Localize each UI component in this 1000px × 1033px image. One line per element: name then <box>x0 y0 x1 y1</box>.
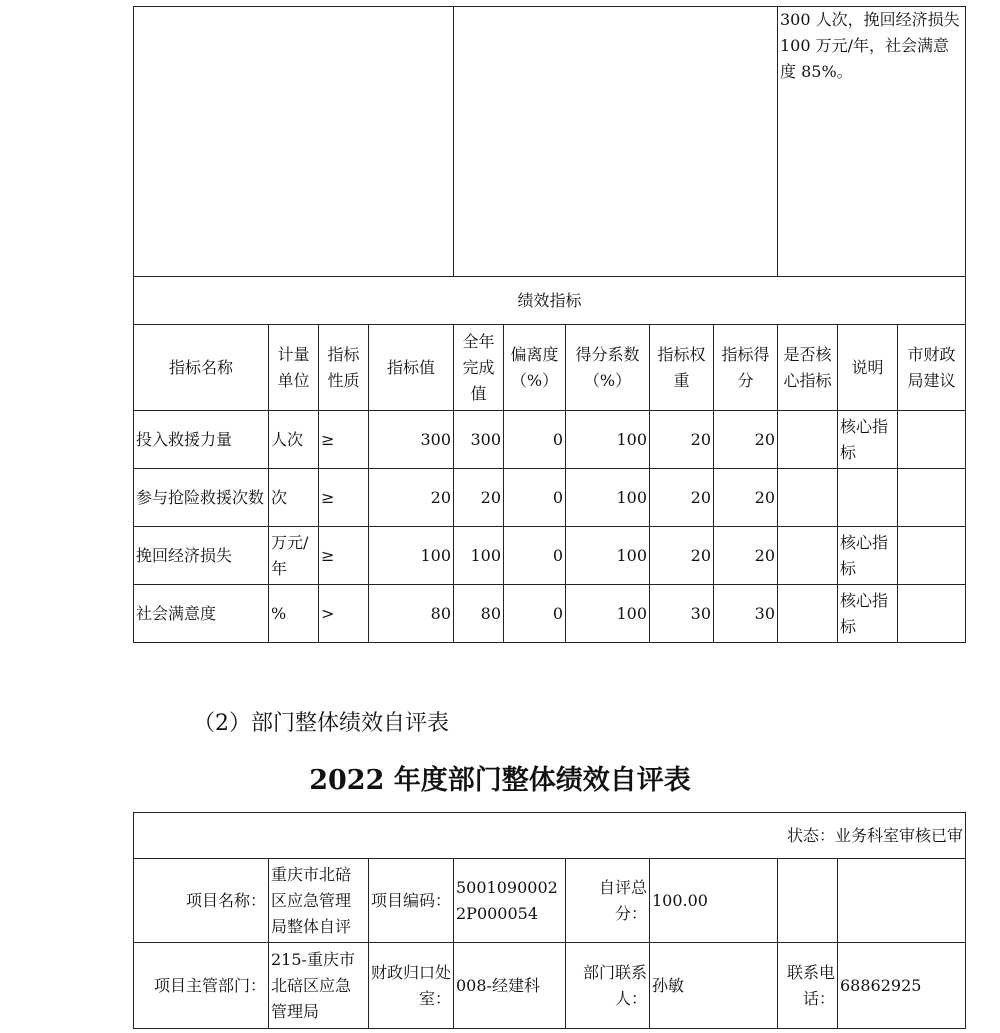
blank-cell <box>134 7 454 277</box>
indicator-deviation: 0 <box>504 527 566 585</box>
table-row <box>134 585 966 643</box>
indicator-nature: ≥ <box>319 527 369 585</box>
indicator-core <box>778 411 838 469</box>
header-cell: 说明 <box>838 325 898 411</box>
indicator-actual: 300 <box>454 411 504 469</box>
table-row <box>134 469 966 527</box>
phone-value: 68862925 <box>838 943 966 1029</box>
indicator-coef: 100 <box>566 469 650 527</box>
indicator-actual: 80 <box>454 585 504 643</box>
indicator-unit: 万元/年 <box>269 527 319 585</box>
indicator-target: 300 <box>369 411 454 469</box>
indicator-name: 挽回经济损失 <box>134 527 269 585</box>
indicator-actual: 20 <box>454 469 504 527</box>
indicator-weight: 30 <box>650 585 714 643</box>
indicator-deviation: 0 <box>504 411 566 469</box>
indicator-score: 30 <box>714 585 778 643</box>
indicator-note <box>838 469 898 527</box>
project-name-label: 项目名称： <box>134 859 269 943</box>
indicator-core <box>778 469 838 527</box>
blank-cell <box>454 7 778 277</box>
indicator-unit: 次 <box>269 469 319 527</box>
indicator-name: 参与抢险救援次数 <box>134 469 269 527</box>
header-cell: 得分系数（%） <box>566 325 650 411</box>
project-code-label: 项目编码： <box>369 859 454 943</box>
header-cell: 指标性质 <box>319 325 369 411</box>
indicator-core <box>778 527 838 585</box>
indicator-deviation: 0 <box>504 469 566 527</box>
project-name-value: 重庆市北碚区应急管理局整体自评 <box>269 859 369 943</box>
indicator-suggest <box>898 527 966 585</box>
document-title: 2022 年度部门整体绩效自评表 <box>309 765 691 796</box>
blank-cell <box>838 859 966 943</box>
contact-value: 孙敏 <box>650 943 778 1029</box>
total-score-label: 自评总分： <box>566 859 650 943</box>
header-cell: 指标名称 <box>134 325 269 411</box>
indicator-nature: > <box>319 585 369 643</box>
phone-label: 联系电话： <box>778 943 838 1029</box>
indicator-core <box>778 585 838 643</box>
blank-cell <box>778 859 838 943</box>
indicator-actual: 100 <box>454 527 504 585</box>
indicator-name: 投入救援力量 <box>134 411 269 469</box>
dept-label: 项目主管部门： <box>134 943 269 1029</box>
header-cell: 偏离度（%） <box>504 325 566 411</box>
indicator-weight: 20 <box>650 527 714 585</box>
project-code-value: 50010900022P000054 <box>454 859 566 943</box>
indicator-score: 20 <box>714 411 778 469</box>
indicator-target: 100 <box>369 527 454 585</box>
performance-indicator-table <box>133 6 966 643</box>
indicator-coef: 100 <box>566 585 650 643</box>
table-row <box>134 411 966 469</box>
indicator-nature: ≥ <box>319 469 369 527</box>
indicator-deviation: 0 <box>504 585 566 643</box>
indicator-suggest <box>898 585 966 643</box>
indicator-weight: 20 <box>650 411 714 469</box>
finance-office-label: 财政归口处室： <box>369 943 454 1029</box>
description-cell: 300 人次，挽回经济损失 100 万元/年，社会满意度 85%。 <box>778 7 966 277</box>
dept-self-evaluation-table <box>133 812 966 1029</box>
header-cell: 是否核心指标 <box>778 325 838 411</box>
table-header-row <box>134 325 966 411</box>
indicator-note: 核心指标 <box>838 585 898 643</box>
status-text: 状态：业务科室审核已审 <box>134 813 966 859</box>
header-cell: 计量单位 <box>269 325 319 411</box>
total-score-value: 100.00 <box>650 859 778 943</box>
indicator-score: 20 <box>714 527 778 585</box>
indicator-weight: 20 <box>650 469 714 527</box>
indicator-note: 核心指标 <box>838 527 898 585</box>
table-row <box>134 527 966 585</box>
indicator-unit: % <box>269 585 319 643</box>
header-cell: 指标值 <box>369 325 454 411</box>
indicator-note: 核心指标 <box>838 411 898 469</box>
contact-label: 部门联系人： <box>566 943 650 1029</box>
header-cell: 指标权重 <box>650 325 714 411</box>
indicator-target: 20 <box>369 469 454 527</box>
indicator-nature: ≥ <box>319 411 369 469</box>
section-heading: （2）部门整体绩效自评表 <box>193 711 449 736</box>
indicator-score: 20 <box>714 469 778 527</box>
header-cell: 市财政局建议 <box>898 325 966 411</box>
finance-office-value: 008-经建科 <box>454 943 566 1029</box>
indicator-coef: 100 <box>566 527 650 585</box>
dept-value: 215-重庆市北碚区应急管理局 <box>269 943 369 1029</box>
indicator-suggest <box>898 469 966 527</box>
indicator-suggest <box>898 411 966 469</box>
header-cell: 全年完成值 <box>454 325 504 411</box>
indicator-coef: 100 <box>566 411 650 469</box>
section-title: 绩效指标 <box>134 277 966 325</box>
indicator-unit: 人次 <box>269 411 319 469</box>
header-cell: 指标得分 <box>714 325 778 411</box>
indicator-name: 社会满意度 <box>134 585 269 643</box>
indicator-target: 80 <box>369 585 454 643</box>
